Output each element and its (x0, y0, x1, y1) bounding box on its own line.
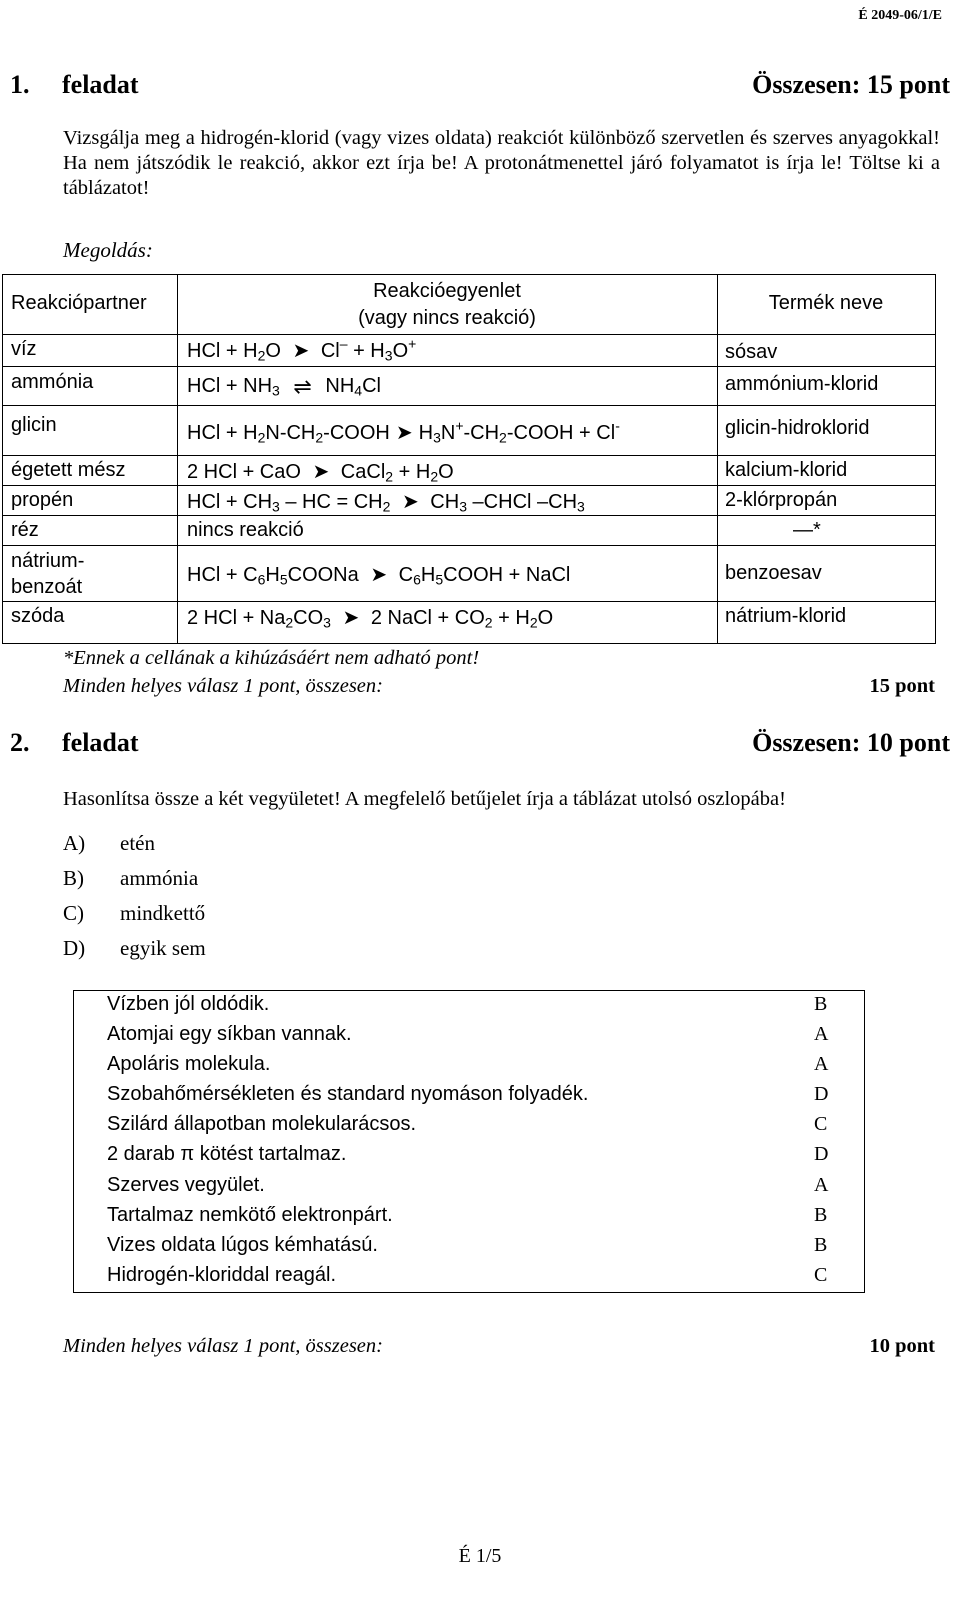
task1-points (63, 675, 935, 698)
row-partner: glicin (11, 414, 57, 436)
row-answer: A (814, 1053, 829, 1075)
document-code: É 2049-06/1/E (858, 8, 942, 23)
task2-total: Összesen: 10 pont (752, 728, 950, 757)
table-row (74, 1141, 864, 1171)
option-text: mindkettő (120, 901, 206, 925)
row-statement: Hidrogén-kloriddal reagál. (107, 1264, 337, 1286)
option-b (63, 866, 198, 891)
task2-points (63, 1335, 935, 1358)
row-partner: ammónia (11, 371, 94, 393)
row-answer: A (814, 1023, 829, 1045)
row-partner: propén (11, 489, 74, 511)
row-equation: HCl + $CH_3$ – HC = $CH_2$ ➤ $CH_3$ –CHCl $-CH_3$ (187, 491, 585, 515)
row-partner (11, 548, 84, 600)
row-equation: HCl + $H_2N-CH_2$-COOH ➤ $H_3N^+-CH_2$-COOH + Cl- (187, 417, 620, 446)
option-letter: B) (63, 866, 84, 890)
header-equation-line2: (vagy nincs reakció) (358, 307, 536, 329)
row-answer: B (814, 1234, 828, 1256)
row-statement: Atomjai egy síkban vannak. (107, 1023, 352, 1045)
row-answer: B (814, 1204, 828, 1226)
option-letter: D) (63, 936, 86, 960)
table-row (74, 1172, 864, 1202)
row-equation: HCl + $NH_3$ ⇌ $NH_4Cl$ (187, 373, 381, 399)
task1-points-value: 15 pont (869, 675, 935, 697)
table-row (3, 485, 935, 516)
header-equation-line1: Reakcióegyenlet (373, 280, 521, 302)
table-row (74, 1111, 864, 1141)
table-row (74, 1262, 864, 1292)
row-equation: HCl + $C_6H_5COONa$ ➤ $C_6H_5COOH$ + NaCl (187, 564, 571, 588)
task2-instructions: Hasonlítsa össze a két vegyületet! A megfelelő betűjelet írja a táblázat utolsó oszlopába! (63, 788, 786, 810)
task1-number: 1. (10, 70, 30, 99)
row-answer: A (814, 1174, 829, 1196)
row-statement: Szerves vegyület. (107, 1174, 265, 1196)
row-statement: 2 darab π kötést tartalmaz. (107, 1143, 347, 1165)
row-statement: Vízben jól oldódik. (107, 993, 270, 1015)
task2-heading (10, 728, 950, 758)
option-letter: C) (63, 901, 84, 925)
task1-total: Összesen: 15 pont (752, 70, 950, 99)
row-statement: Szobahőmérsékleten és standard nyomáson folyadék. (107, 1083, 589, 1105)
row-product: glicin-hidroklorid (725, 417, 870, 439)
table-row (74, 1051, 864, 1081)
table-row (3, 601, 935, 644)
row-product: sósav (725, 341, 778, 363)
task1-heading (10, 70, 950, 100)
row-product: ammónium-klorid (725, 373, 879, 395)
task2-points-label: Minden helyes válasz 1 pont, összesen: (63, 1335, 383, 1357)
task2-title: feladat (62, 728, 139, 757)
row-answer: B (814, 993, 828, 1015)
page-number: É 1/5 (458, 1545, 502, 1567)
header-equation (177, 278, 717, 332)
table-header-row (3, 275, 935, 334)
header-partner: Reakciópartner (11, 292, 147, 314)
row-statement: Vizes oldata lúgos kémhatású. (107, 1234, 378, 1256)
option-text: egyik sem (120, 936, 206, 960)
option-d (63, 936, 206, 961)
row-partner: víz (11, 338, 37, 360)
row-statement: Szilárd állapotban molekularácsos. (107, 1113, 417, 1135)
row-statement: Tartalmaz nemkötő elektronpárt. (107, 1204, 393, 1226)
table-row (74, 1202, 864, 1232)
option-a (63, 831, 155, 856)
table-row (3, 545, 935, 602)
row-answer: D (814, 1143, 829, 1165)
task2-points-value: 10 pont (869, 1335, 935, 1357)
row-partner: réz (11, 519, 39, 541)
table-row (74, 1232, 864, 1262)
task1-instructions: Vizsgálja meg a hidrogén-klorid (vagy vizes oldata) reakciót különböző szervetlen és szerves anyagokkal! Ha nem játszódik le reakció, akkor ezt írja be! A protonátmenettel járó folyamatot is írja le! Töltse ki a táblázatot! (63, 127, 940, 199)
row-partner-line2: benzoát (11, 576, 83, 598)
row-equation: HCl + $H_2O$ ➤ $Cl^- + H_3O^+$ (187, 335, 417, 364)
table-row (74, 1021, 864, 1051)
row-partner: égetett mész (11, 459, 126, 481)
comparison-table (73, 990, 865, 1293)
task1-points-label: Minden helyes válasz 1 pont, összesen: (63, 675, 383, 697)
option-text: ammónia (120, 866, 199, 890)
reaction-table (2, 274, 936, 644)
row-partner: szóda (11, 605, 65, 627)
row-product: benzoesav (725, 562, 822, 584)
task2-number: 2. (10, 728, 30, 757)
row-equation: 2 HCl + $Na_2CO_3$ ➤ 2 NaCl + $CO_2 + H_2O$ (187, 607, 554, 631)
row-equation: nincs reakció (187, 519, 304, 541)
row-answer: C (814, 1264, 828, 1286)
row-answer: D (814, 1083, 829, 1105)
row-answer: C (814, 1113, 828, 1135)
solution-label: Megoldás: (63, 238, 153, 262)
table-row (3, 405, 935, 456)
table-row (3, 366, 935, 406)
table-row (3, 334, 935, 367)
task1-title: feladat (62, 70, 139, 99)
row-statement: Apoláris molekula. (107, 1053, 271, 1075)
row-partner-line1: nátrium- (11, 550, 85, 572)
table-row (3, 515, 935, 546)
row-equation: 2 HCl + CaO ➤ CaCl$_2$ + $H_2O$ (187, 461, 454, 485)
row-product: 2-klórpropán (725, 489, 838, 511)
table-row (74, 1081, 864, 1111)
table-row (3, 455, 935, 486)
header-product: Termék neve (768, 292, 884, 314)
table-row (74, 991, 864, 1021)
option-c (63, 901, 205, 926)
table-note: *Ennek a cellának a kihúzásáért nem adható pont! (63, 647, 480, 669)
option-letter: A) (63, 831, 86, 855)
row-product: kalcium-klorid (725, 459, 848, 481)
option-text: etén (120, 831, 155, 855)
row-product: nátrium-klorid (725, 605, 847, 627)
row-product: —* (793, 519, 821, 541)
